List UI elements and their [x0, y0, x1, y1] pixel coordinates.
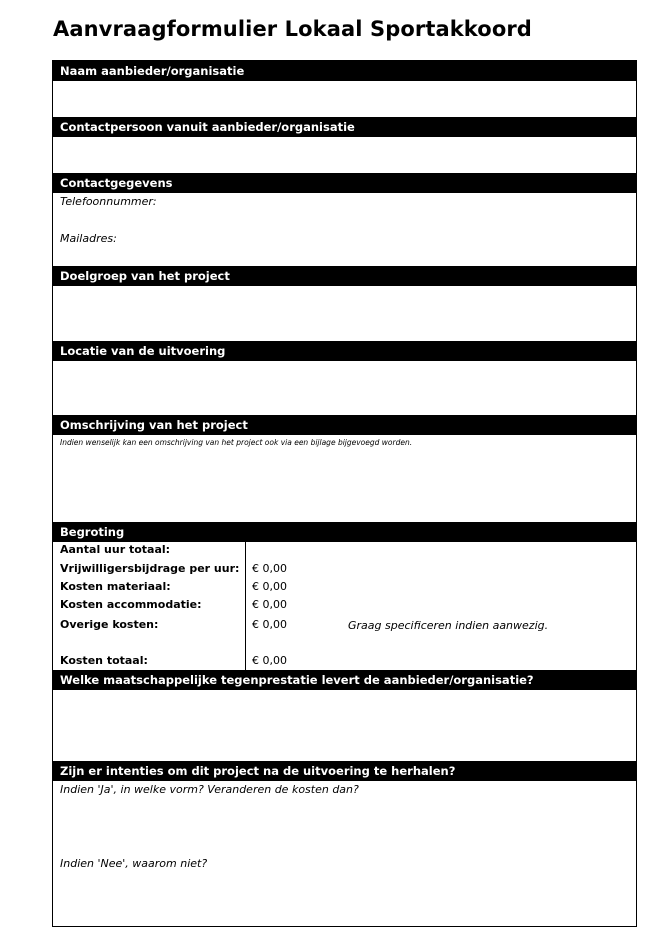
location-field[interactable] [53, 361, 636, 415]
section-header-organisation-name: Naam aanbieder/organisatie [53, 61, 636, 81]
budget-value-total-costs: € 0,00 [252, 654, 287, 667]
phone-number-label: Telefoonnummer: [60, 195, 157, 208]
contact-person-field[interactable] [53, 137, 636, 173]
project-description-note: Indien wenselijk kan een omschrijving van het project ook via een bijlage bijgevoegd worden. [60, 438, 413, 447]
social-return-field[interactable] [53, 690, 636, 761]
organisation-name-field[interactable] [53, 81, 636, 117]
budget-value-material-costs: € 0,00 [252, 580, 287, 593]
section-header-target-group: Doelgroep van het project [53, 266, 636, 286]
budget-label-material-costs: Kosten materiaal: [60, 580, 171, 593]
budget-label-volunteer-contribution: Vrijwilligersbijdrage per uur: [60, 562, 240, 575]
section-header-contact-person: Contactpersoon vanuit aanbieder/organisatie [53, 117, 636, 137]
repeat-yes-question: Indien 'Ja', in welke vorm? Veranderen de kosten dan? [60, 783, 359, 796]
section-header-budget: Begroting [53, 522, 636, 542]
repeat-no-question: Indien 'Nee', waarom niet? [60, 857, 208, 870]
section-header-repeat-intentions: Zijn er intenties om dit project na de uitvoering te herhalen? [53, 761, 636, 781]
budget-label-other-costs: Overige kosten: [60, 618, 159, 631]
section-header-location: Locatie van de uitvoering [53, 341, 636, 361]
budget-value-other-costs: € 0,00 [252, 618, 287, 631]
section-header-social-return: Welke maatschappelijke tegenprestatie levert de aanbieder/organisatie? [53, 670, 636, 690]
email-label: Mailadres: [60, 232, 117, 245]
budget-column-divider [245, 542, 246, 671]
application-form [52, 60, 637, 927]
budget-value-accommodation-costs: € 0,00 [252, 598, 287, 611]
budget-value-volunteer-contribution: € 0,00 [252, 562, 287, 575]
section-header-contact-details: Contactgegevens [53, 173, 636, 193]
target-group-field[interactable] [53, 286, 636, 341]
budget-other-costs-remark: Graag specificeren indien aanwezig. [348, 619, 549, 632]
section-header-project-description: Omschrijving van het project [53, 415, 636, 435]
form-title: Aanvraagformulier Lokaal Sportakkoord [53, 17, 532, 41]
budget-label-total-hours: Aantal uur totaal: [60, 543, 171, 556]
budget-label-total-costs: Kosten totaal: [60, 654, 148, 667]
budget-label-accommodation-costs: Kosten accommodatie: [60, 598, 202, 611]
